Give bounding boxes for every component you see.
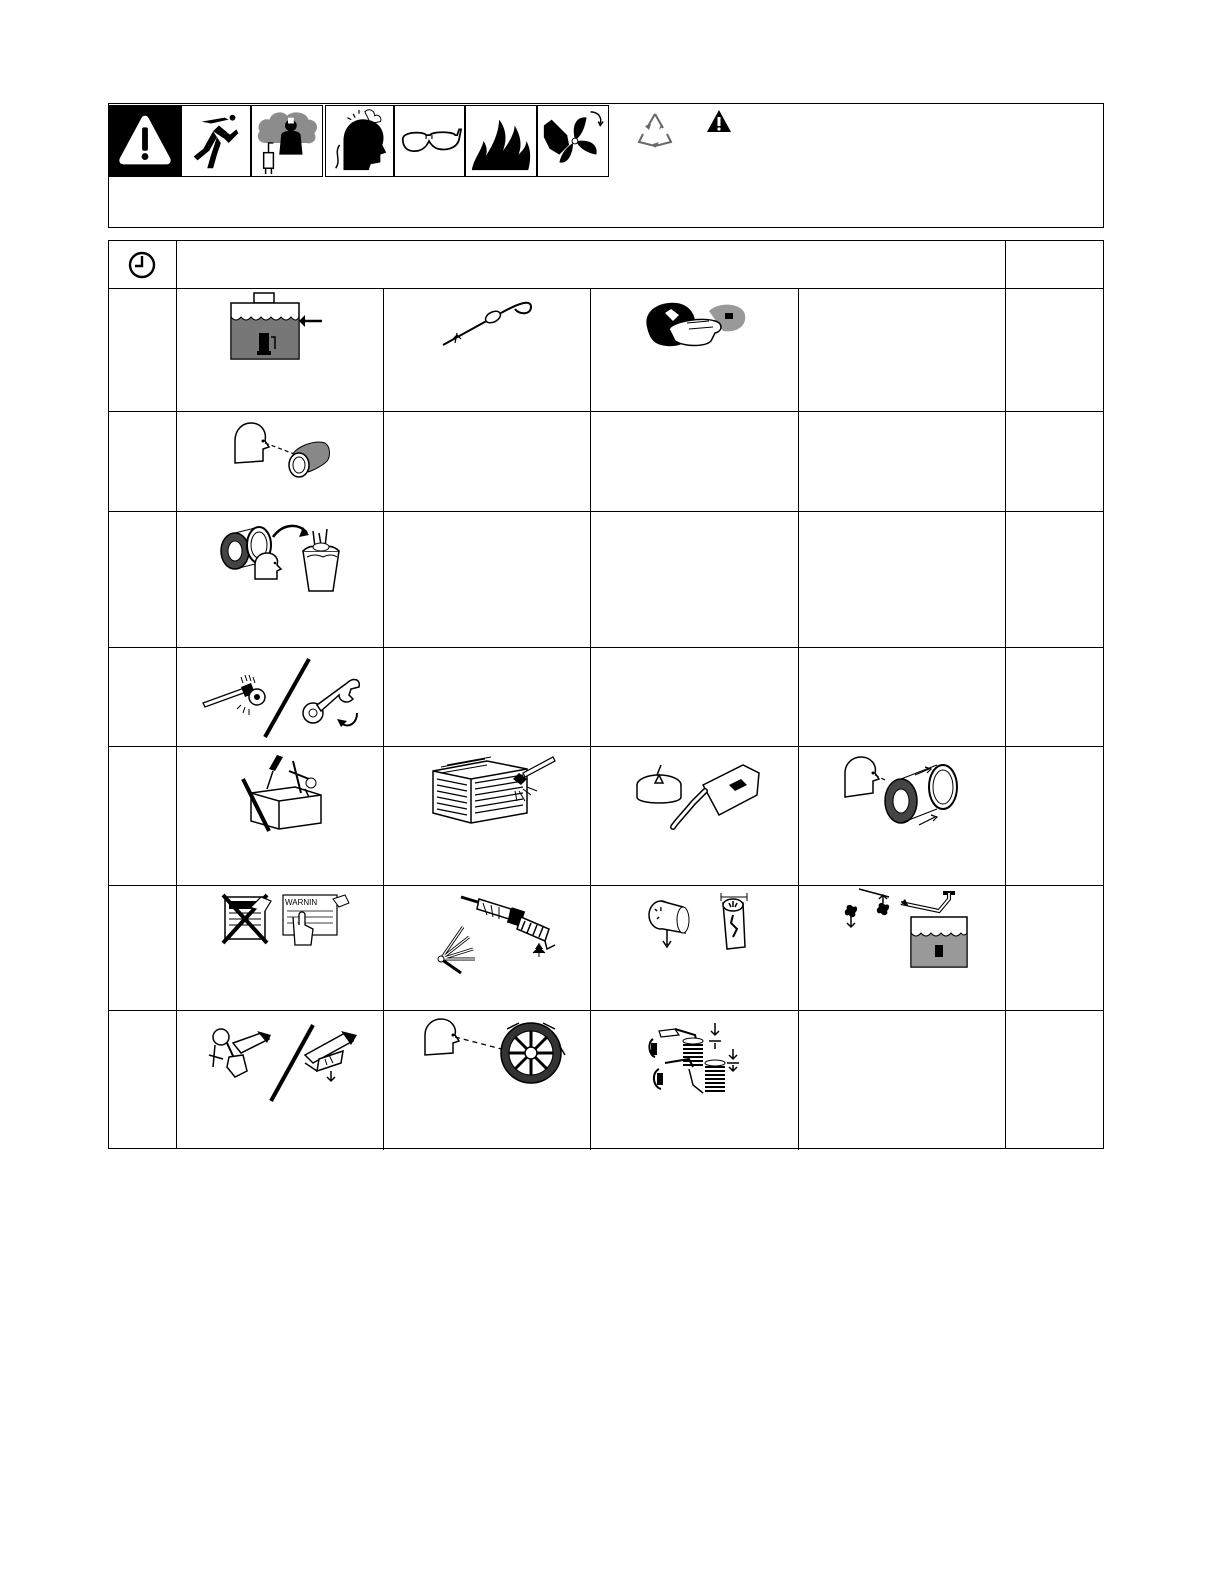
clock-icon	[127, 250, 157, 280]
inspect-fan-icon	[419, 1015, 569, 1099]
header-title	[189, 255, 989, 275]
col-divider	[798, 288, 799, 1150]
valve-clearance-icon	[645, 1015, 755, 1101]
hand-wiping-oil-icon	[639, 291, 749, 353]
row-divider	[109, 511, 1103, 512]
col-divider	[383, 288, 384, 1150]
row-divider	[109, 1010, 1103, 1011]
warning-label-icon	[221, 889, 351, 951]
hot-parts-head-icon	[325, 105, 394, 177]
safety-glasses-icon	[394, 105, 465, 177]
row-divider	[109, 746, 1103, 747]
warning-triangle-icon	[109, 105, 181, 177]
recycle-icon	[633, 108, 677, 152]
replace-air-filter-icon	[839, 753, 969, 837]
row-divider	[109, 288, 1103, 289]
brush-replacement-icon	[201, 1015, 361, 1105]
battery-service-icon	[239, 749, 329, 835]
row-divider	[109, 411, 1103, 412]
fuel-filter-icon	[645, 889, 755, 951]
clean-air-filter-icon	[215, 517, 345, 595]
col-divider	[176, 241, 177, 1148]
small-warning-triangle-icon	[705, 108, 733, 134]
safety-warning-banner	[108, 103, 1104, 228]
fuel-tank-icon	[219, 291, 329, 363]
header-right	[1009, 255, 1099, 275]
oil-change-icon	[633, 755, 763, 831]
maintenance-table	[108, 240, 1104, 1149]
col-divider	[590, 288, 591, 1150]
brush-and-wrench-icon	[201, 653, 361, 743]
probe-wand-icon	[439, 293, 539, 349]
fuel-line-icon	[839, 885, 979, 973]
fire-flames-icon	[465, 105, 537, 177]
engine-cleaning-icon	[427, 751, 557, 831]
svg-text:WARNIN: WARNIN	[285, 898, 318, 907]
electric-shock-icon	[181, 105, 251, 177]
inspect-air-filter-icon	[227, 419, 335, 481]
col-divider	[1005, 241, 1006, 1148]
spark-plug-icon	[421, 887, 561, 981]
warning-text	[749, 108, 1099, 168]
moving-parts-fan-icon	[537, 105, 609, 177]
exhaust-fumes-icon	[251, 105, 323, 177]
row-divider	[109, 647, 1103, 648]
